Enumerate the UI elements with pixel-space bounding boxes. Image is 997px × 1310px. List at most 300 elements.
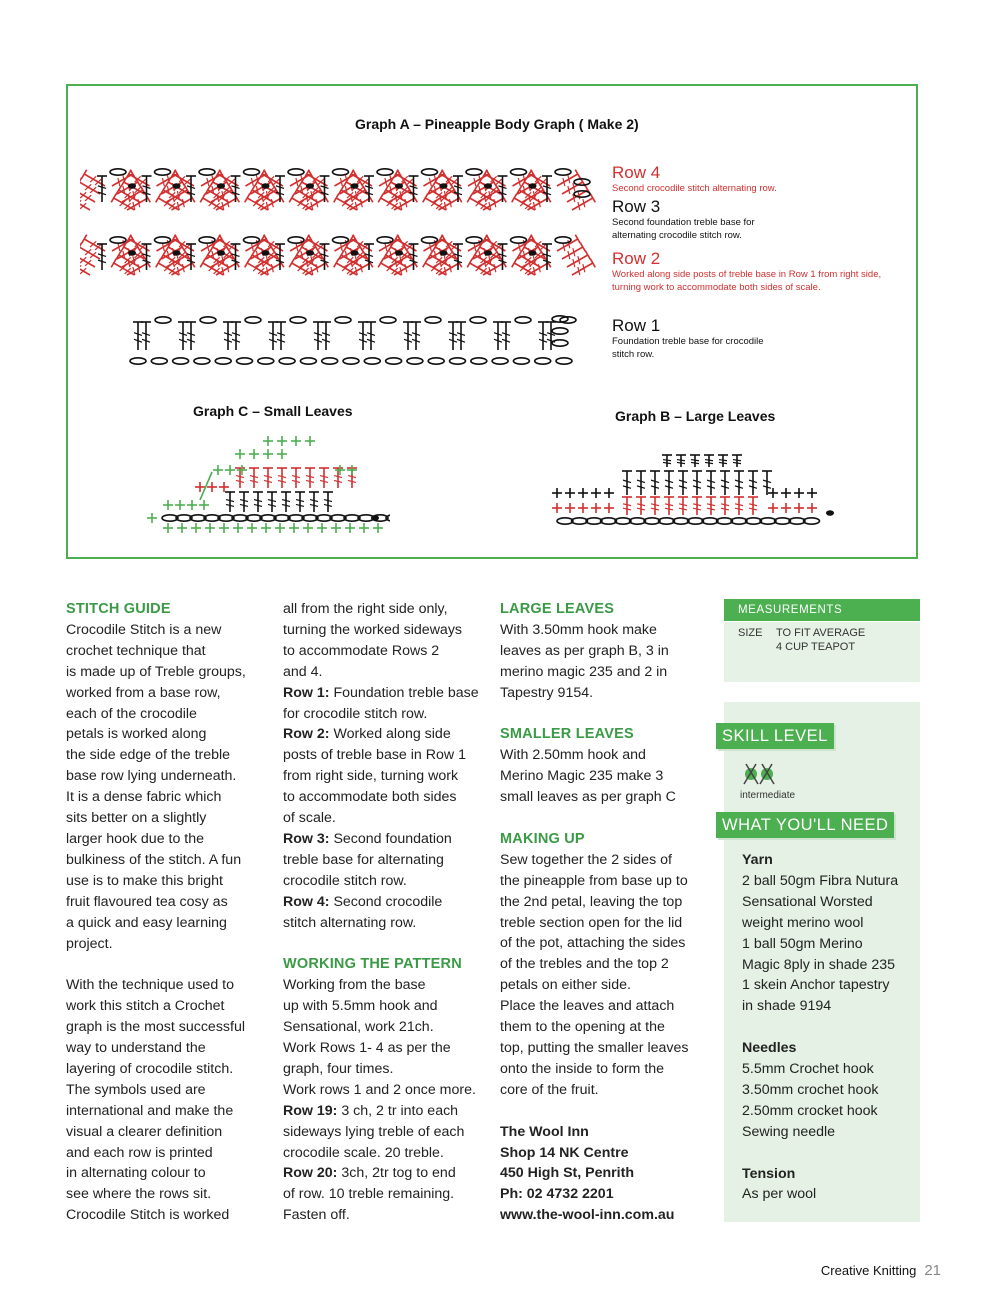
chain-stitch-symbol [335,317,351,323]
chain-stitch-symbol [552,328,568,334]
chain-stitch-symbol [659,518,675,524]
treble-stitch-symbol [704,455,714,467]
row-1-name: Row 1 [612,316,661,335]
row-4-bold: Row 4: [283,893,330,910]
making-up-line: of the trebles and the top 2 [500,956,669,973]
smaller-leaves-line: With 2.50mm hook and [500,747,646,764]
row-20-text-3: Fasten off. [283,1207,350,1224]
row-2-bold: Row 2: [283,726,330,743]
slip-stitch-symbol [484,250,492,256]
treble-stitch-symbol [411,322,421,350]
chain-stitch-symbol [173,358,189,364]
chain-stitch-symbol [673,518,689,524]
treble-stitch-symbol [403,322,413,350]
treble-stitch-symbol [650,497,660,515]
row-4-instruction [283,892,488,913]
chain-stitch-symbol [572,518,588,524]
stitch-guide-line: way to understand the [66,1040,206,1057]
row-19-instruction [283,1101,488,1122]
chain-stitch-symbol [199,237,215,243]
treble-stitch-symbol [748,497,758,515]
making-up-line: Place the leaves and attach [500,998,675,1015]
working-pattern-line: Work rows 1 and 2 once more. [283,1081,476,1098]
chain-stitch-symbol [615,518,631,524]
shop-detail-line: www.the-wool-inn.com.au [500,1207,675,1224]
chain-stitch-symbol [155,237,171,243]
making-up-line: core of the fruit. [500,1081,599,1098]
slip-stitch-symbol [217,183,225,189]
treble-stitch-symbol [313,322,323,350]
stitch-guide-line: see where the rows sit. [66,1186,212,1203]
shop-detail-line: The Wool Inn [500,1123,589,1140]
treble-stitch-symbol [734,471,744,495]
chain-stitch-symbol [333,169,349,175]
treble-stitch-symbol [622,497,632,515]
chain-stitch-symbol [789,518,805,524]
chain-stitch-symbol [471,358,487,364]
chain-stitch-symbol [511,169,527,175]
stitch-guide-line: petals is worked along [66,726,207,743]
chain-stitch-symbol [601,518,617,524]
row-3-text: Second foundation [329,830,452,847]
stitch-guide-line: graph is the most successful [66,1019,245,1036]
chain-stitch-symbol [258,358,274,364]
stitch-guide-line: worked from a base row, [66,684,221,701]
row-2-label [612,249,900,294]
row-3-instruction [283,829,488,850]
treble-stitch-symbol [309,492,319,512]
stitch-guide-line: With the technique used to [66,977,234,994]
stitch-guide-line: base row lying underneath. [66,768,237,785]
working-pattern-line: Sensational, work 21ch. [283,1019,434,1036]
treble-stitch-symbol [319,468,329,488]
chain-stitch-symbol [279,358,295,364]
making-up-line: of the pot, attaching the sides [500,935,686,952]
size-label: SIZE [738,627,763,639]
row-3-text-3: crocodile stitch row. [283,872,407,889]
working-pattern-text [283,975,488,1100]
what-you-need-heading: WHAT YOU'LL NEED [716,812,894,838]
treble-stitch-symbol [664,471,674,495]
size-value-line-1: TO FIT AVERAGE [776,627,866,639]
row-2-text-2: posts of treble base in Row 1 [283,747,466,764]
treble-stitch-symbol [678,497,688,515]
making-up-line: top, putting the smaller leaves [500,1040,689,1056]
tension-value: As per wool [742,1186,817,1203]
chain-stitch-symbol [555,237,571,243]
stitch-guide-line: It is a dense fabric which [66,789,222,806]
treble-stitch-symbol [493,322,503,350]
treble-stitch-symbol [636,471,646,495]
row-19-bold: Row 19: [283,1102,338,1119]
yarn-heading: Yarn [742,852,773,868]
treble-stitch-symbol [448,322,458,350]
chain-stitch-symbol [364,358,380,364]
stitch-guide-line: fruit flavoured tea cosy as [66,893,228,910]
chain-stitch-symbol [760,518,776,524]
slip-stitch-symbol [484,183,492,189]
tension-heading: Tension [742,1165,796,1182]
needles-heading: Needles [742,1040,797,1057]
chain-stitch-symbol [717,518,733,524]
stitch-guide-line: each of the crocodile [66,705,197,722]
treble-stitch-symbol [501,322,511,350]
stitch-guide-line: is made up of Treble groups, [66,663,246,680]
shop-details [500,1122,715,1227]
chain-stitch-symbol [322,358,338,364]
working-pattern-line: Working from the base [283,977,426,994]
slip-stitch-symbol [173,250,181,256]
treble-stitch-symbol [323,492,333,512]
row-1-instruction [283,683,488,704]
chain-stitch-symbol [380,317,396,323]
stitch-guide-line: layering of crocodile stitch. [66,1060,234,1077]
stitch-guide-text [66,620,271,955]
slip-stitch-symbol [128,250,136,256]
measurements-heading: MEASUREMENTS [724,599,920,621]
yarn-item-line: in shade 9194 [742,998,832,1015]
row-1-text: Foundation treble base [329,684,479,701]
slip-stitch-symbol [306,183,314,189]
large-leaves-line: leaves as per graph B, 3 in [500,642,669,659]
row-2-text-5: of scale. [283,810,336,827]
chain-stitch-symbol [194,358,210,364]
chain-stitch-symbol [555,169,571,175]
treble-stitch-symbol [720,497,730,515]
row-20-instruction [283,1163,488,1184]
graph-b-title: Graph B – Large Leaves [615,408,776,424]
chain-stitch-symbol [556,358,572,364]
stitch-guide-line: international and make the [66,1102,234,1119]
treble-stitch-symbol [225,492,235,512]
row-3-name: Row 3 [612,197,661,216]
stitch-guide-line: work this stitch a Crochet [66,998,225,1015]
row-2-text: Worked along side [329,726,451,743]
row-19-text-3: crocodile scale. 20 treble. [283,1144,444,1161]
treble-stitch-symbol [676,455,686,467]
measurements-box [724,622,920,682]
stitch-guide-text-2 [66,975,271,1226]
making-up-line: petals on either side. [500,977,631,994]
chain-stitch-symbol [557,518,573,524]
slip-stitch-symbol [529,183,537,189]
yarn-item-line: weight merino wool [742,914,864,931]
treble-stitch-symbol [141,322,151,350]
stitch-guide-line: a quick and easy learning [66,914,227,931]
page-footer [821,1262,941,1279]
large-leaves-line: Tapestry 9154. [500,684,594,701]
chain-stitch-symbol [290,317,306,323]
row-3-label [612,197,782,242]
making-up-text [500,850,715,1101]
slip-stitch-symbol [529,250,537,256]
yarn-item-line: 2 ball 50gm Fibra Nutura [742,872,899,889]
row-2-desc: Worked along side posts of treble base in Row 1 from right side, turning work to accommodate both sides of scale. [612,269,882,293]
row-4-desc: Second crocodile stitch alternating row. [612,183,777,194]
slip-stitch-symbol [306,250,314,256]
graph-a-pineapple-chart [80,160,605,370]
chain-stitch-symbol [343,358,359,364]
pattern-intro-line: all from the right side only, [283,601,448,617]
treble-stitch-symbol [305,468,315,488]
treble-stitch-symbol [133,322,143,350]
needles-item-line: 2.50mm crocket hook [742,1102,878,1119]
chain-stitch-symbol [333,237,349,243]
graph-c-title: Graph C – Small Leaves [193,403,353,419]
chain-stitch-symbol [425,317,441,323]
making-up-line: them to the opening at the [500,1019,665,1036]
chain-stitch-symbol [466,237,482,243]
chain-stitch-symbol [422,237,438,243]
working-pattern-line: up with 5.5mm hook and [283,998,438,1015]
slip-stitch-symbol [371,515,379,521]
stitch-guide-line: sits better on a slightly [66,810,207,827]
treble-stitch-symbol [97,176,107,202]
graph-a-title: Graph A – Pineapple Body Graph ( Make 2) [355,116,639,132]
row-2-name: Row 2 [612,249,661,268]
yarn-item-line: Magic 8ply in shade 235 [742,956,896,973]
treble-stitch-symbol [358,322,368,350]
stitch-guide-line: use is to make this bright [66,872,223,889]
knitting-needles-icon [740,760,782,788]
stitch-guide-line: larger hook due to the [66,830,205,847]
treble-stitch-symbol [718,455,728,467]
treble-stitch-symbol [231,322,241,350]
slip-stitch-symbol [351,183,359,189]
chain-stitch-symbol [300,358,316,364]
treble-stitch-symbol [720,471,730,495]
yarn-list [742,871,898,1017]
chain-stitch-symbol [199,169,215,175]
treble-stitch-symbol [636,497,646,515]
stitch-guide-line: crochet technique that [66,642,206,659]
slip-stitch-symbol [351,250,359,256]
smaller-leaves-heading: SMALLER LEAVES [500,726,634,743]
slip-stitch-symbol [128,183,136,189]
stitch-guide-line: project. [66,935,113,952]
treble-stitch-symbol [223,322,233,350]
smaller-leaves-line: Merino Magic 235 make 3 [500,768,664,785]
chain-stitch-symbol [702,518,718,524]
smaller-leaves-text [500,745,715,808]
row-20-text-2: of row. 10 treble remaining. [283,1186,455,1203]
size-value [776,626,865,654]
row-3-desc: Second foundation treble base for alternating crocodile stitch row. [612,217,755,241]
pattern-intro-line: and 4. [283,663,323,680]
row-3-text-2: treble base for alternating [283,851,444,868]
chain-stitch-symbol [110,169,126,175]
treble-stitch-symbol [706,497,716,515]
working-pattern-heading: WORKING THE PATTERN [283,956,462,973]
making-up-line: the pineapple from base up to [500,872,688,889]
working-pattern-line: Work Rows 1- 4 as per the [283,1040,451,1057]
stitch-guide-line: in alternating colour to [66,1165,206,1182]
skill-level-heading: SKILL LEVEL [716,723,834,749]
treble-stitch-symbol [295,492,305,512]
row-1-label [612,316,787,361]
chain-stitch-symbol [513,358,529,364]
page-number: 21 [924,1262,941,1279]
shop-detail-line: Shop 14 NK Centre [500,1144,629,1161]
treble-stitch-symbol [186,322,196,350]
chain-stitch-symbol [151,358,167,364]
needles-item-line: 5.5mm Crochet hook [742,1061,874,1078]
chain-stitch-symbol [492,358,508,364]
stitch-guide-line: the side edge of the treble [66,747,231,764]
slip-stitch-symbol [262,183,270,189]
row-20-bold: Row 20: [283,1165,338,1182]
chain-stitch-symbol [746,518,762,524]
slip-stitch-symbol [440,250,448,256]
chain-stitch-symbol [470,317,486,323]
chain-stitch-symbol [552,340,568,346]
row-3-bold: Row 3: [283,830,330,847]
yarn-item-line: 1 skein Anchor tapestry [742,977,890,994]
treble-stitch-symbol [263,468,273,488]
chain-stitch-symbol [428,358,444,364]
chain-stitch-symbol [288,169,304,175]
chain-stitch-symbol [407,358,423,364]
large-leaves-heading: LARGE LEAVES [500,601,615,617]
column-making [500,599,715,1226]
row-20-text: 3ch, 2tr tog to end [337,1165,456,1182]
chain-stitch-symbol [245,317,261,323]
yarn-item-line: 1 ball 50gm Merino [742,935,863,952]
making-up-heading: MAKING UP [500,830,585,847]
treble-stitch-symbol [239,492,249,512]
graph-c-small-leaves-chart [140,430,390,540]
chain-stitch-symbol [110,237,126,243]
row-2-text-4: to accommodate both sides [283,789,457,806]
treble-stitch-symbol [333,468,343,488]
stitch-guide-line: Crocodile Stitch is a new [66,621,222,638]
size-value-line-2: 4 CUP TEAPOT [776,641,856,653]
chain-stitch-symbol [422,169,438,175]
column-stitch-guide [66,599,271,1226]
chain-stitch-symbol [244,169,260,175]
graph-b-large-leaves-chart [545,445,845,535]
chain-stitch-symbol [386,358,402,364]
row-2-instruction [283,724,488,745]
treble-stitch-symbol [366,322,376,350]
chain-stitch-symbol [586,518,602,524]
row-2-text-3: from right side, turning work [283,768,459,785]
slip-stitch-symbol [395,250,403,256]
chain-stitch-symbol [630,518,646,524]
treble-stitch-symbol [690,455,700,467]
row-1-desc: Foundation treble base for crocodile stitch row. [612,336,764,360]
requirements-list [742,850,898,1205]
treble-stitch-symbol [692,471,702,495]
row-4-text: Second crocodile [329,893,443,910]
making-up-line: treble section open for the lid [500,914,683,931]
treble-stitch-symbol [734,497,744,515]
row-4-label [612,163,902,195]
treble-stitch-symbol [456,322,466,350]
making-up-line: onto the inside to form the [500,1060,665,1077]
slip-stitch-symbol [395,183,403,189]
chain-stitch-symbol [511,237,527,243]
needles-item-line: Sewing needle [742,1123,836,1140]
slip-stitch-symbol [217,250,225,256]
row-19-text-2: sideways lying treble of each [283,1123,465,1140]
chain-stitch-symbol [515,317,531,323]
treble-stitch-symbol [762,471,772,495]
treble-stitch-symbol [268,322,278,350]
large-leaves-line: With 3.50mm hook make [500,621,657,638]
chain-stitch-symbol [466,169,482,175]
chain-stitch-symbol [377,169,393,175]
stitch-guide-line: visual a clearer definition [66,1123,223,1140]
stitch-guide-line: and each row is printed [66,1144,213,1161]
treble-stitch-symbol [662,455,672,467]
treble-stitch-symbol [82,235,108,256]
treble-stitch-symbol [650,471,660,495]
chain-stitch-symbol [288,237,304,243]
treble-stitch-symbol [732,455,742,467]
treble-stitch-symbol [276,322,286,350]
chain-stitch-symbol [535,358,551,364]
column-pattern [283,599,488,1226]
making-up-line: Sew together the 2 sides of [500,851,672,868]
chain-stitch-symbol [644,518,660,524]
treble-stitch-symbol [321,322,331,350]
slip-stitch-symbol [826,510,834,516]
yarn-item-line: Sensational Worsted [742,893,873,910]
treble-stitch-symbol [706,471,716,495]
increase-arrow-symbol [200,472,212,500]
needles-list [742,1059,898,1143]
slip-stitch-symbol [440,183,448,189]
treble-stitch-symbol [678,471,688,495]
chain-stitch-symbol [775,518,791,524]
smaller-leaves-line: small leaves as per graph C [500,789,676,806]
row-4-name: Row 4 [612,163,661,182]
treble-stitch-symbol [249,468,259,488]
pattern-intro [283,599,488,683]
chain-stitch-symbol [155,317,171,323]
working-pattern-line: graph, four times. [283,1060,394,1077]
treble-stitch-symbol [664,497,674,515]
row-4-text-2: stitch alternating row. [283,914,417,931]
chain-stitch-symbol [200,317,216,323]
treble-stitch-symbol [253,492,263,512]
treble-stitch-symbol [538,322,548,350]
pattern-intro-line: turning the worked sideways [283,621,463,638]
treble-stitch-symbol [178,322,188,350]
slip-stitch-symbol [173,183,181,189]
row-1-text-2: for crocodile stitch row. [283,705,428,722]
magazine-name: Creative Knitting [820,1263,917,1278]
stitch-guide-line: The symbols used are [66,1081,206,1098]
chain-stitch-symbol [130,358,146,364]
chain-stitch-symbol [155,169,171,175]
treble-stitch-symbol [622,471,632,495]
skill-level-value: intermediate [740,790,796,801]
large-leaves-line: merino magic 235 and 2 in [500,663,668,680]
making-up-line: the 2nd petal, leaving the top [500,893,683,910]
shop-detail-line: 450 High St, Penrith [500,1165,635,1182]
chain-stitch-symbol [731,518,747,524]
treble-stitch-symbol [277,468,287,488]
treble-stitch-symbol [235,468,245,488]
treble-stitch-symbol [692,497,702,515]
chain-stitch-symbol [688,518,704,524]
treble-stitch-symbol [267,492,277,512]
stitch-guide-line: bulkiness of the stitch. A fun [66,851,242,868]
large-leaves-text [500,620,715,704]
slip-stitch-symbol [262,250,270,256]
